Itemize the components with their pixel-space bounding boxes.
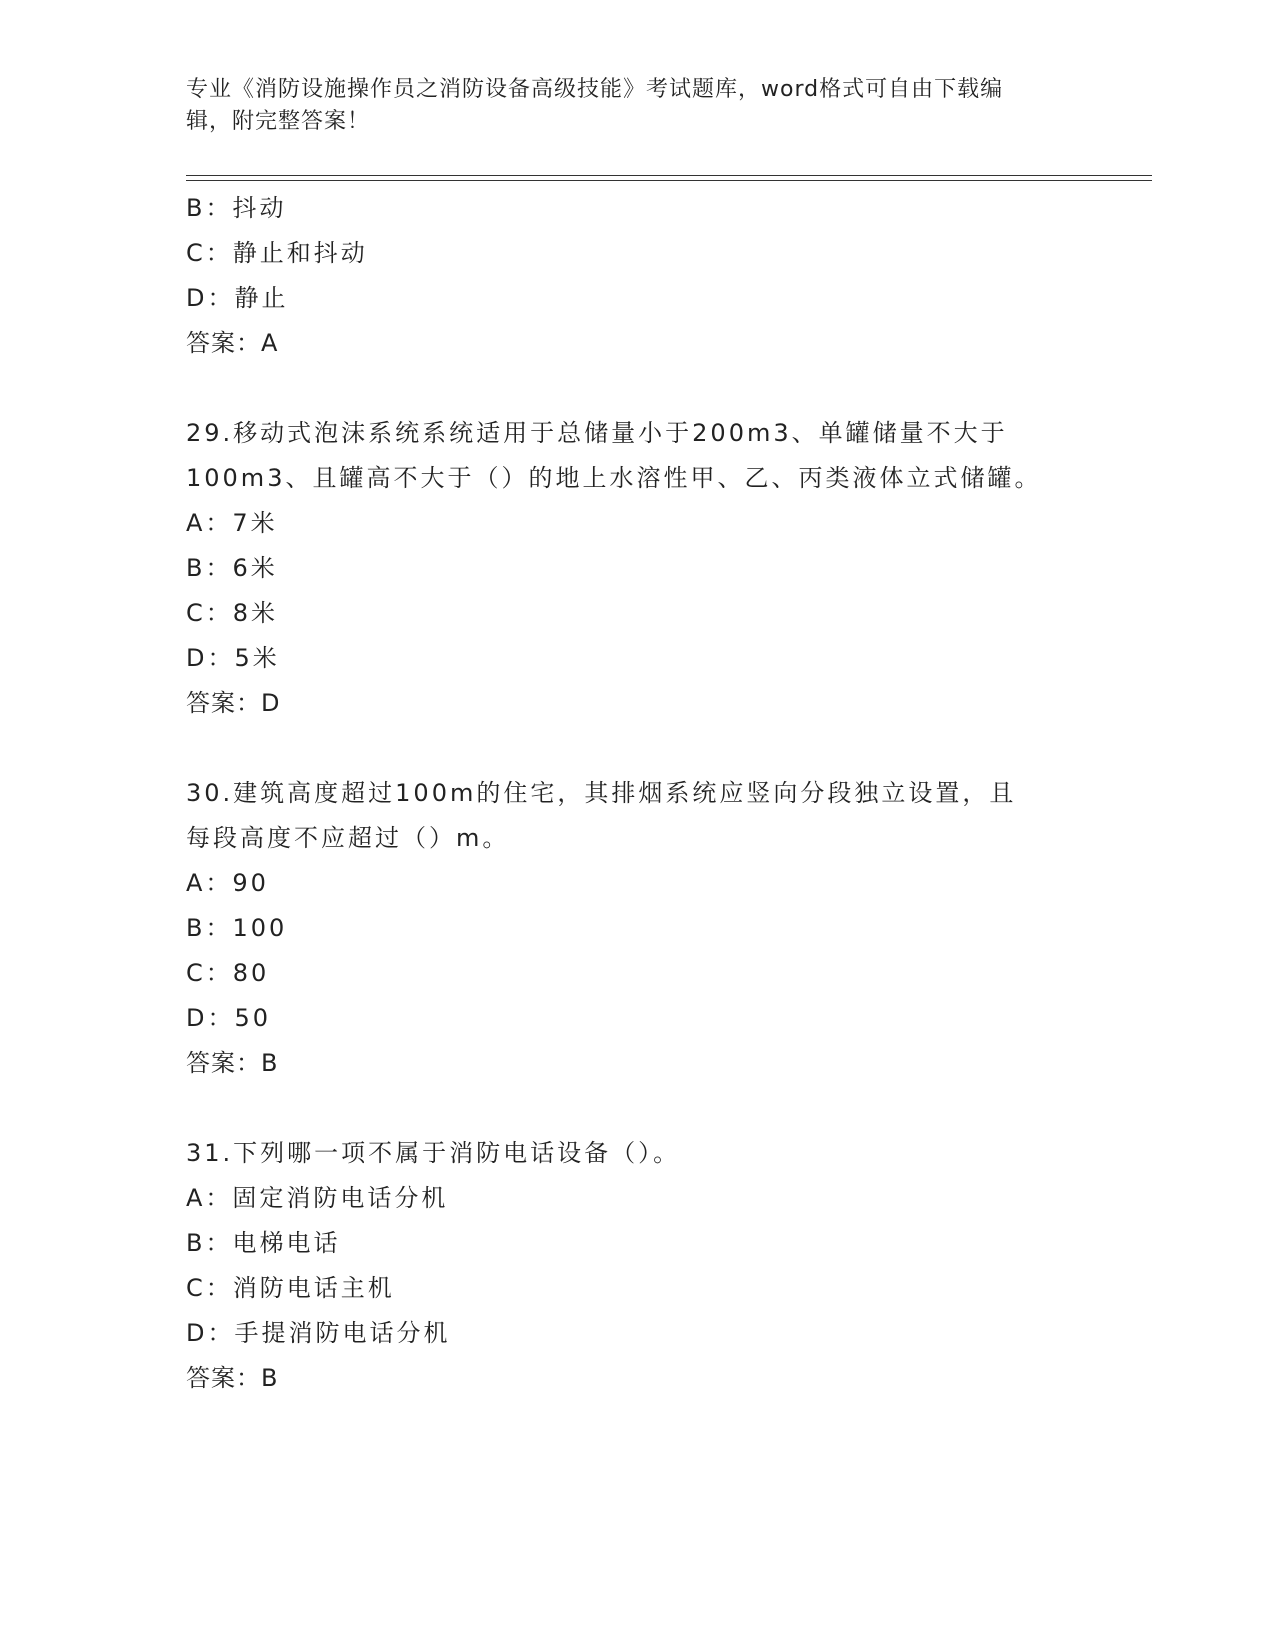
spacer [186,1086,1106,1131]
answer-line: 答案：B [186,1364,279,1392]
question-30 [186,771,1106,1086]
option-b: B：抖动 [186,194,287,222]
question-text-line-1: 29.移动式泡沫系统系统适用于总储量小于200m3、单罐储量不大于 [186,419,1008,447]
spacer [186,726,1106,771]
question-31 [186,1131,1106,1401]
question-text-line-1: 31.下列哪一项不属于消防电话设备（）。 [186,1139,681,1167]
option-a: A：7米 [186,509,278,537]
header-line-1: 专业《消防设施操作员之消防设备高级技能》考试题库，word格式可自由下载编 [186,77,1004,102]
question-text-line-1: 30.建筑高度超过100m的住宅，其排烟系统应竖向分段独立设置，且 [186,779,1017,807]
option-d: D：手提消防电话分机 [186,1319,451,1347]
option-d: D：50 [186,1004,272,1032]
option-b: B：6米 [186,554,278,582]
header-divider-top [186,175,1152,176]
spacer [186,366,1106,411]
option-d: D：静止 [186,284,289,312]
option-c: C：80 [186,959,270,987]
option-c: C：静止和抖动 [186,239,368,267]
document-header [186,74,1066,138]
option-c: C：消防电话主机 [186,1274,395,1302]
question-29 [186,411,1106,726]
header-divider-bottom [186,180,1152,181]
option-b: B：电梯电话 [186,1229,341,1257]
option-b: B：100 [186,914,288,942]
answer-line: 答案：B [186,1049,279,1077]
option-a: A：90 [186,869,269,897]
question-list [186,186,1106,1401]
answer-line: 答案：A [186,329,279,357]
option-c: C：8米 [186,599,279,627]
option-a: A：固定消防电话分机 [186,1184,449,1212]
header-line-2: 辑，附完整答案！ [186,109,371,134]
continued-question [186,186,1106,366]
question-text-line-2: 100m3、且罐高不大于（）的地上水溶性甲、乙、丙类液体立式储罐。 [186,464,1042,492]
answer-line: 答案：D [186,689,281,717]
option-d: D：5米 [186,644,280,672]
question-text-line-2: 每段高度不应超过（）m。 [186,824,510,852]
